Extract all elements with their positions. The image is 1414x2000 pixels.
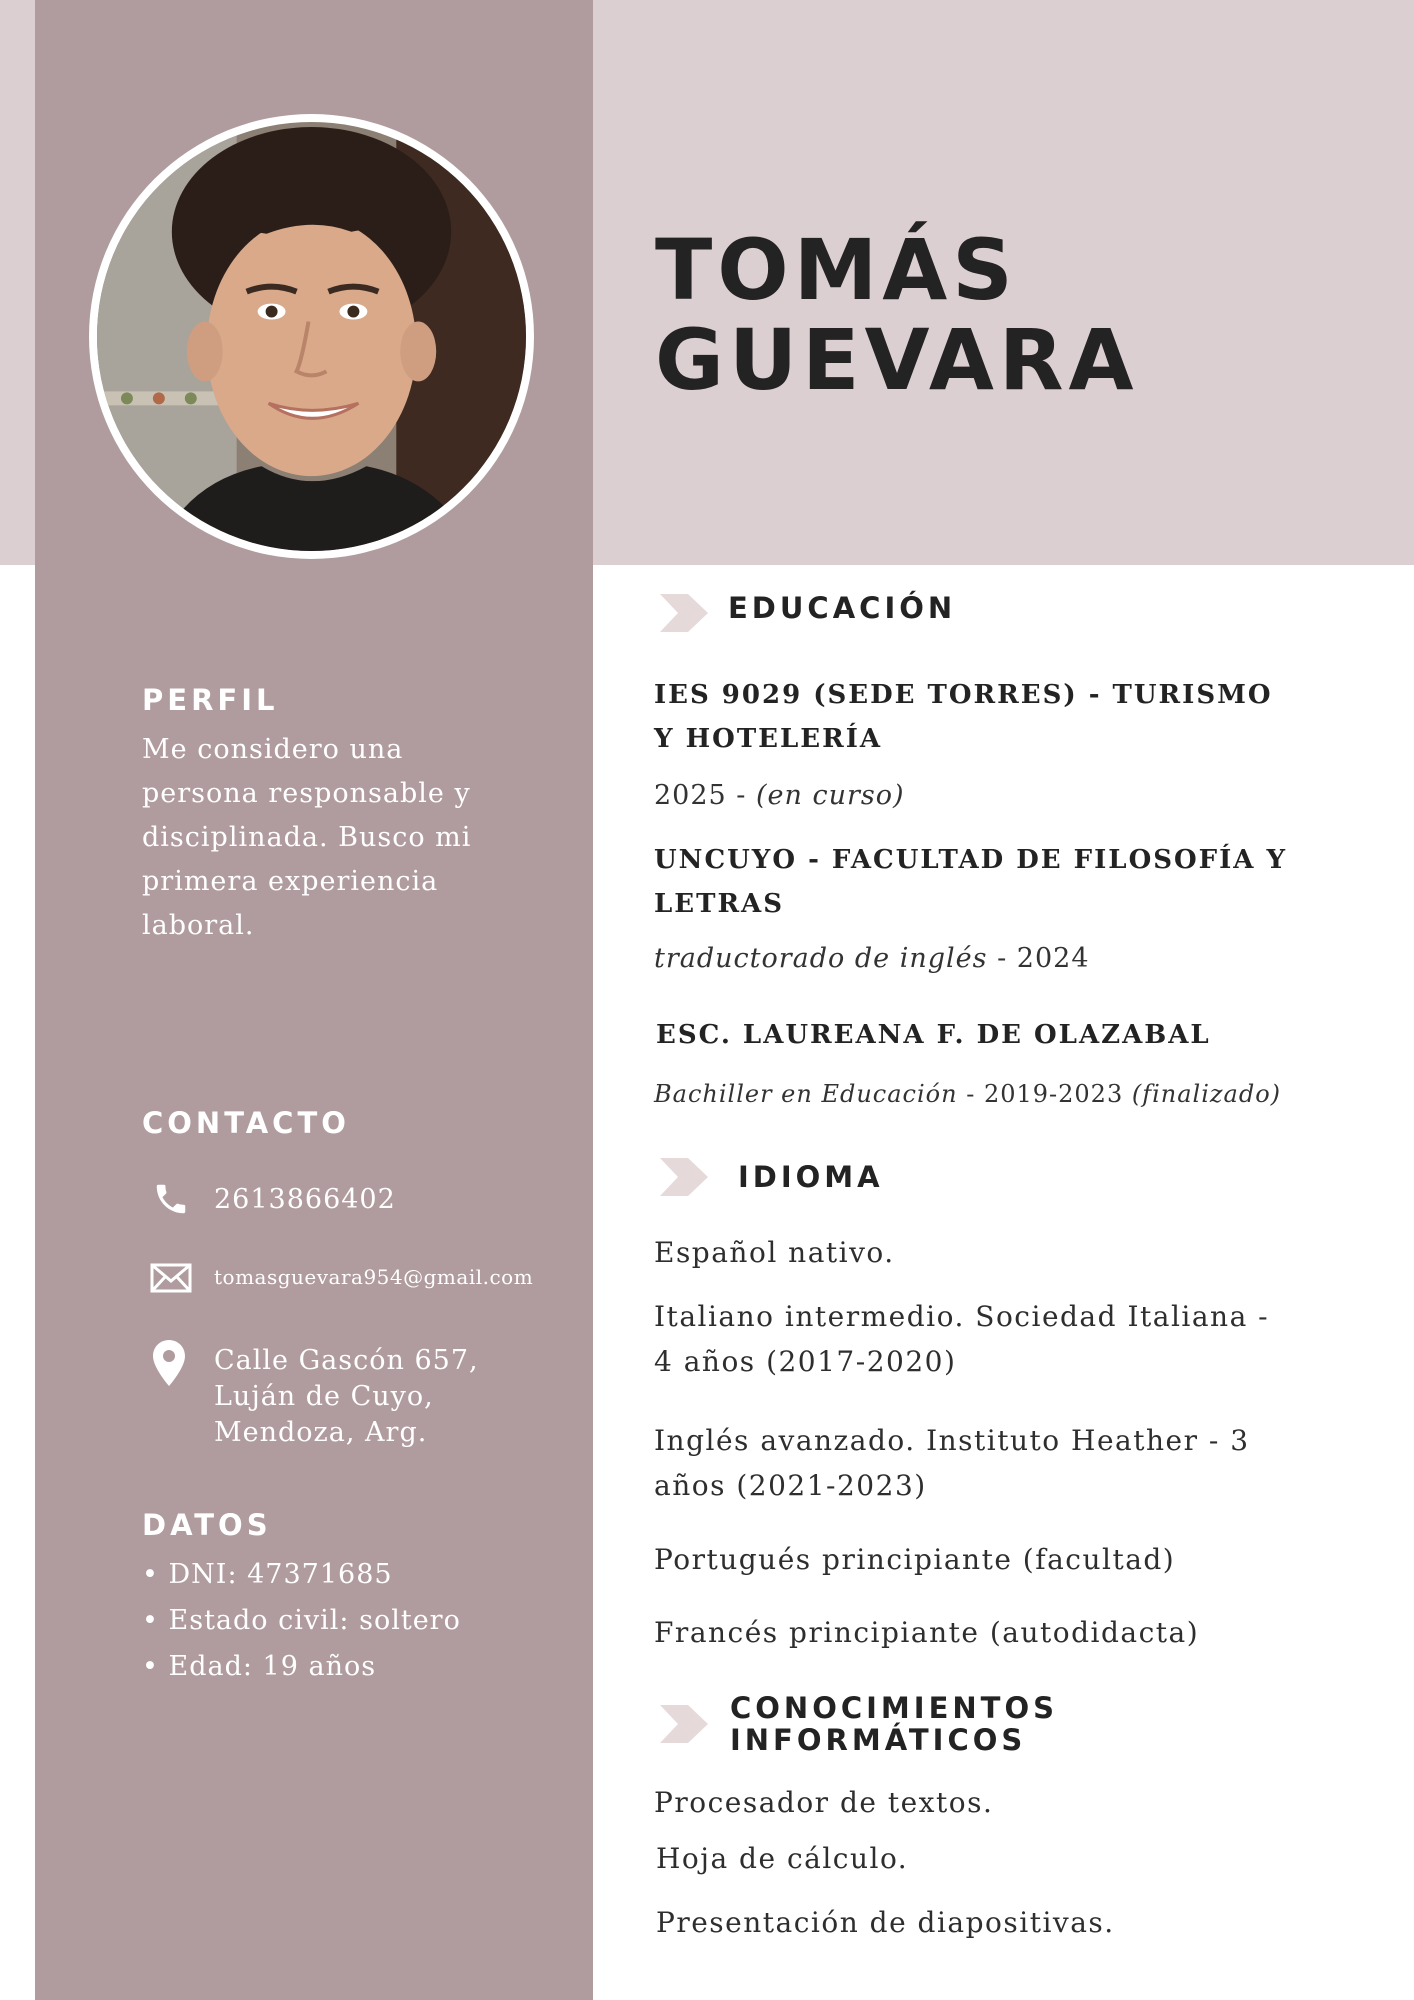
edu-institution-1: IES 9029 (SEDE TORRES) - TURISMO Y HOTELERÍA [654,680,1273,754]
datos-item-dni: • DNI: 47371685 [142,1559,393,1590]
conocimientos-item: Procesador de textos. [654,1786,994,1819]
datos-item-edad: • Edad: 19 años [142,1651,377,1682]
contacto-heading: CONTACTO [142,1106,350,1140]
profile-photo [89,114,534,559]
idioma-item: Inglés avanzado. Instituto Heather - 3 años (2021-2023) [654,1424,1250,1502]
idioma-item: Español nativo. [654,1236,895,1269]
datos-list [142,1552,461,1690]
phone-number[interactable]: 2613866402 [214,1184,396,1215]
conocimientos-title-line-1: CONOCIMIENTOS [730,1691,1058,1725]
email-address[interactable]: tomasguevara954@gmail.com [214,1265,534,1289]
conocimientos-item: Hoja de cálculo. [656,1842,909,1875]
envelope-icon [150,1263,192,1293]
address-line-2: Luján de Cuyo, [214,1381,434,1412]
conocimientos-item: Presentación de diapositivas. [656,1906,1115,1939]
phone-icon [152,1180,190,1218]
address [214,1343,479,1451]
edu-detail-2: traductorado de inglés - 2024 [654,943,1090,974]
idioma-title: IDIOMA [738,1160,884,1194]
datos-item-estado-civil: • Estado civil: soltero [142,1605,461,1636]
address-line-1: Calle Gascón 657, [214,1345,479,1376]
edu-detail-3: Bachiller en Educación - 2019-2023 (finalizado) [654,1080,1282,1108]
datos-heading: DATOS [142,1508,272,1542]
last-name: GUEVARA [655,311,1139,409]
idioma-item: Portugués principiante (facultad) [654,1543,1176,1576]
location-pin-icon [153,1340,185,1386]
portrait-image [97,122,526,551]
conocimientos-title [730,1692,1058,1756]
conocimientos-title-line-2: INFORMÁTICOS [730,1723,1027,1757]
perfil-heading: PERFIL [142,683,279,717]
edu-detail-1: 2025 - (en curso) [654,780,905,811]
chevron-right-icon [660,1705,708,1743]
address-line-3: Mendoza, Arg. [214,1417,428,1448]
perfil-text: Me considero una persona responsable y disciplinada. Busco mi primera experiencia laboral. [142,734,472,941]
edu-institution-2: UNCUYO - FACULTAD DE FILOSOFÍA Y LETRAS [654,845,1288,919]
chevron-right-icon [660,1158,708,1196]
idioma-item: Italiano intermedio. Sociedad Italiana - 4 años (2017-2020) [654,1300,1270,1378]
full-name [655,221,1139,409]
first-name: TOMÁS [655,221,1018,319]
educacion-title: EDUCACIÓN [728,591,957,625]
edu-institution-3: ESC. LAUREANA F. DE OLAZABAL [656,1020,1211,1050]
idioma-item: Francés principiante (autodidacta) [654,1616,1200,1649]
chevron-right-icon [660,594,708,632]
